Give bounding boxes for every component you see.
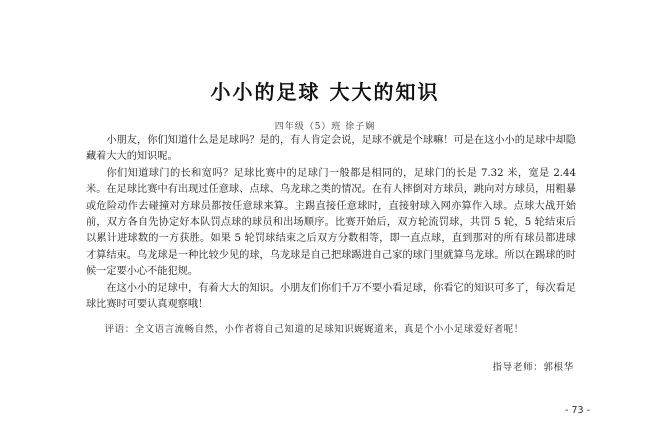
essay-body (86, 133, 576, 313)
essay-paragraph-1: 小朋友，你们知道什么是足球吗？是的，有人肯定会说，足球不就是个球嘛！可是在这小小的足球中却隐藏着大大的知识呢。 (86, 135, 576, 163)
page-number: - 73 - (565, 405, 590, 416)
advisor-name: 指导老师：郭根华 (492, 362, 574, 373)
essay-paragraph-2: 你们知道球门的长和宽吗？足球比赛中的足球门一般都是相同的，足球门的长是 7.32 米，宽是 2.44 米。在足球比赛中有出现过任意球、点球、乌龙球之类的情况。在有人摔倒对方球员，跳向对方球员，用粗暴或危险动作去碰撞对方球员都按任意球来算。主踢直接任意球时，直接射球入网亦算作入球。点球大战开始前，双方各自先协定好本队罚点球的球员和出场顺序。比赛开始后，双方轮流罚球，共罚 5 轮，5 轮结束后以累计进球数的一方获胜。如果 5 轮罚球结束之后双方分数相等，即一直点球，直到那对的所有球员都进球才算结束。乌龙球是一种比较少见的球，乌龙球是自己把球踢进自己家的球门里就算乌龙球。所以在踢球的时候一定要小心不能犯规。 (86, 167, 576, 278)
page-title: 小小的足球 大大的知识 (210, 80, 440, 104)
essay-paragraph-3: 在这小小的足球中，有着大大的知识。小朋友们你们千万不要小看足球，你看它的知识可多了，每次看足球比赛时可要认真观察哦！ (86, 282, 576, 311)
teacher-comment: 评语：全文语言流畅自然，小作者将自己知道的足球知识娓娓道来，真是个小小足球爱好者呢！ (104, 324, 524, 335)
author-byline: 四年级（5）班 徐子娴 (274, 122, 376, 132)
